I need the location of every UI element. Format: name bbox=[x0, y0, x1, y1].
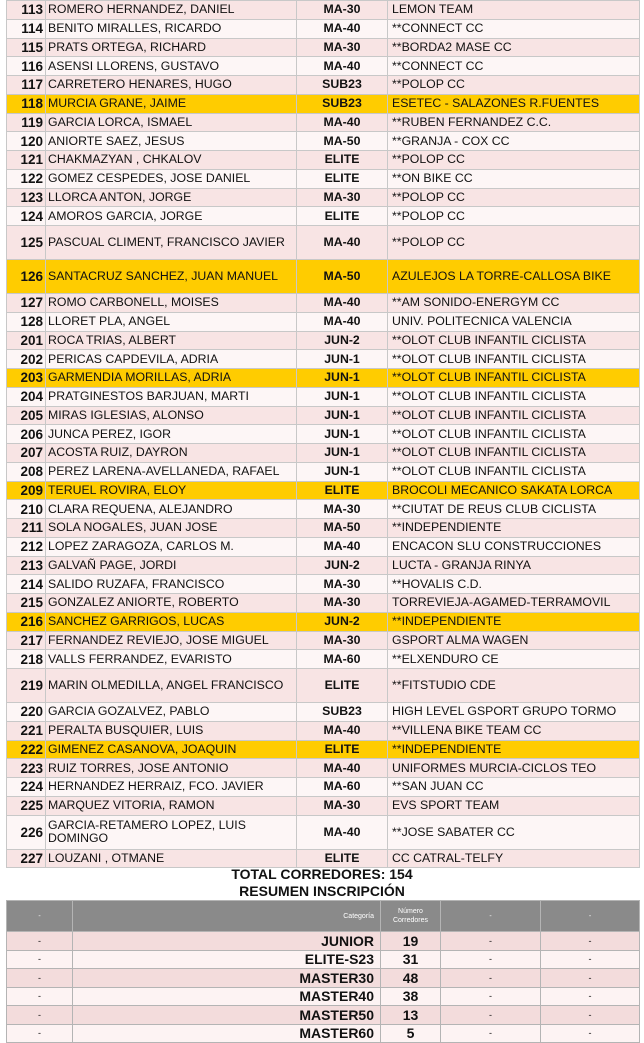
summary-row-dash-2: - bbox=[441, 950, 541, 969]
rider-name: RUIZ TORRES, JOSE ANTONIO bbox=[46, 759, 297, 778]
summary-count: 5 bbox=[381, 1024, 441, 1043]
rider-club: **GRANJA - COX CC bbox=[388, 132, 640, 151]
rider-name: MARIN OLMEDILLA, ANGEL FRANCISCO bbox=[46, 669, 297, 703]
summary-title: RESUMEN INSCRIPCIÓN bbox=[239, 883, 405, 899]
rider-category: SUB23 bbox=[297, 94, 388, 113]
rider-row bbox=[7, 594, 640, 613]
rider-category: ELITE bbox=[297, 207, 388, 226]
rider-row bbox=[7, 778, 640, 797]
rider-club: ENCACON SLU CONSTRUCCIONES bbox=[388, 537, 640, 556]
summary-category: MASTER30 bbox=[73, 969, 381, 988]
rider-name: SALIDO RUZAFA, FRANCISCO bbox=[46, 575, 297, 594]
rider-number: 215 bbox=[7, 594, 46, 613]
rider-number: 203 bbox=[7, 369, 46, 388]
rider-club: ESETEC - SALAZONES R.FUENTES bbox=[388, 94, 640, 113]
rider-row bbox=[7, 57, 640, 76]
rider-club: LEMON TEAM bbox=[388, 1, 640, 20]
rider-category: MA-60 bbox=[297, 778, 388, 797]
rider-name: FERNANDEZ REVIEJO, JOSE MIGUEL bbox=[46, 631, 297, 650]
rider-club: **INDEPENDIENTE bbox=[388, 612, 640, 631]
rider-name: CLARA REQUENA, ALEJANDRO bbox=[46, 500, 297, 519]
rider-number: 206 bbox=[7, 425, 46, 444]
summary-row-dash-3: - bbox=[541, 932, 640, 951]
rider-row bbox=[7, 169, 640, 188]
rider-category: MA-30 bbox=[297, 188, 388, 207]
rider-name: ROMERO HERNANDEZ, DANIEL bbox=[46, 1, 297, 20]
rider-club: **ON BIKE CC bbox=[388, 169, 640, 188]
summary-row bbox=[7, 1024, 640, 1043]
rider-number: 222 bbox=[7, 740, 46, 759]
rider-number: 213 bbox=[7, 556, 46, 575]
rider-club: UNIV. POLITECNICA VALENCIA bbox=[388, 312, 640, 331]
rider-club: **OLOT CLUB INFANTIL CICLISTA bbox=[388, 350, 640, 369]
rider-number: 218 bbox=[7, 650, 46, 669]
rider-name: ROMO CARBONELL, MOISES bbox=[46, 294, 297, 313]
summary-header-dash-2: - bbox=[441, 901, 541, 932]
rider-club: **POLOP CC bbox=[388, 207, 640, 226]
rider-club: **RUBEN FERNANDEZ C.C. bbox=[388, 113, 640, 132]
rider-number: 207 bbox=[7, 444, 46, 463]
rider-number: 116 bbox=[7, 57, 46, 76]
rider-name: GIMENEZ CASANOVA, JOAQUIN bbox=[46, 740, 297, 759]
summary-row-dash: - bbox=[7, 1006, 73, 1025]
rider-category: MA-40 bbox=[297, 19, 388, 38]
summary-row bbox=[7, 987, 640, 1006]
rider-number: 117 bbox=[7, 76, 46, 95]
rider-number: 220 bbox=[7, 703, 46, 722]
rider-club: **POLOP CC bbox=[388, 188, 640, 207]
rider-club: **CONNECT CC bbox=[388, 19, 640, 38]
rider-club: **BORDA2 MASE CC bbox=[388, 38, 640, 57]
riders-table bbox=[6, 0, 640, 868]
summary-table-body bbox=[7, 932, 640, 1043]
rider-name: AMOROS GARCIA, JORGE bbox=[46, 207, 297, 226]
rider-row bbox=[7, 94, 640, 113]
rider-number: 224 bbox=[7, 778, 46, 797]
rider-name: SOLA NOGALES, JUAN JOSE bbox=[46, 519, 297, 538]
rider-club: AZULEJOS LA TORRE-CALLOSA BIKE bbox=[388, 260, 640, 294]
rider-name: ROCA TRIAS, ALBERT bbox=[46, 331, 297, 350]
rider-number: 119 bbox=[7, 113, 46, 132]
rider-club: **OLOT CLUB INFANTIL CICLISTA bbox=[388, 406, 640, 425]
summary-header-count: Número Corredores bbox=[381, 901, 441, 932]
rider-category: ELITE bbox=[297, 151, 388, 170]
rider-name: PASCUAL CLIMENT, FRANCISCO JAVIER bbox=[46, 226, 297, 260]
rider-row bbox=[7, 575, 640, 594]
rider-category: MA-30 bbox=[297, 500, 388, 519]
rider-number: 123 bbox=[7, 188, 46, 207]
rider-name: MURCIA GRANE, JAIME bbox=[46, 94, 297, 113]
rider-club: **OLOT CLUB INFANTIL CICLISTA bbox=[388, 387, 640, 406]
rider-row bbox=[7, 406, 640, 425]
rider-row bbox=[7, 537, 640, 556]
rider-category: MA-40 bbox=[297, 113, 388, 132]
rider-name: CHAKMAZYAN , CHKALOV bbox=[46, 151, 297, 170]
rider-category: MA-30 bbox=[297, 594, 388, 613]
summary-row-dash: - bbox=[7, 950, 73, 969]
summary-row-dash-2: - bbox=[441, 1006, 541, 1025]
rider-category: MA-60 bbox=[297, 650, 388, 669]
rider-row bbox=[7, 387, 640, 406]
rider-club: CC CATRAL-TELFY bbox=[388, 849, 640, 868]
rider-number: 223 bbox=[7, 759, 46, 778]
rider-category: JUN-1 bbox=[297, 444, 388, 463]
rider-category: MA-30 bbox=[297, 575, 388, 594]
rider-number: 122 bbox=[7, 169, 46, 188]
summary-row-dash-2: - bbox=[441, 1024, 541, 1043]
rider-number: 214 bbox=[7, 575, 46, 594]
rider-category: MA-50 bbox=[297, 260, 388, 294]
rider-club: **INDEPENDIENTE bbox=[388, 519, 640, 538]
summary-count: 38 bbox=[381, 987, 441, 1006]
rider-number: 211 bbox=[7, 519, 46, 538]
rider-club: BROCOLI MECANICO SAKATA LORCA bbox=[388, 481, 640, 500]
rider-row bbox=[7, 369, 640, 388]
total-riders-label: TOTAL CORREDORES: 154 bbox=[231, 866, 413, 882]
rider-club: EVS SPORT TEAM bbox=[388, 796, 640, 815]
rider-row bbox=[7, 849, 640, 868]
rider-row bbox=[7, 38, 640, 57]
rider-category: SUB23 bbox=[297, 703, 388, 722]
rider-number: 128 bbox=[7, 312, 46, 331]
summary-category: JUNIOR bbox=[73, 932, 381, 951]
rider-name: ACOSTA RUIZ, DAYRON bbox=[46, 444, 297, 463]
rider-number: 126 bbox=[7, 260, 46, 294]
rider-name: PRATGINESTOS BARJUAN, MARTI bbox=[46, 387, 297, 406]
rider-category: MA-40 bbox=[297, 57, 388, 76]
rider-club: **INDEPENDIENTE bbox=[388, 740, 640, 759]
rider-category: MA-50 bbox=[297, 519, 388, 538]
rider-row bbox=[7, 556, 640, 575]
rider-club: LUCTA - GRANJA RINYA bbox=[388, 556, 640, 575]
rider-number: 118 bbox=[7, 94, 46, 113]
rider-row bbox=[7, 759, 640, 778]
rider-club: **HOVALIS C.D. bbox=[388, 575, 640, 594]
rider-number: 120 bbox=[7, 132, 46, 151]
rider-name: ASENSI LLORENS, GUSTAVO bbox=[46, 57, 297, 76]
rider-category: MA-40 bbox=[297, 759, 388, 778]
rider-row bbox=[7, 226, 640, 260]
rider-name: SANTACRUZ SANCHEZ, JUAN MANUEL bbox=[46, 260, 297, 294]
rider-number: 113 bbox=[7, 1, 46, 20]
rider-number: 212 bbox=[7, 537, 46, 556]
rider-row bbox=[7, 151, 640, 170]
rider-club: **CIUTAT DE REUS CLUB CICLISTA bbox=[388, 500, 640, 519]
summary-count: 19 bbox=[381, 932, 441, 951]
rider-name: LLORCA ANTON, JORGE bbox=[46, 188, 297, 207]
rider-number: 216 bbox=[7, 612, 46, 631]
rider-row bbox=[7, 650, 640, 669]
rider-number: 125 bbox=[7, 226, 46, 260]
rider-row bbox=[7, 425, 640, 444]
rider-row bbox=[7, 350, 640, 369]
summary-header-dash-3: - bbox=[541, 901, 640, 932]
rider-row bbox=[7, 331, 640, 350]
summary-header-category: Categoría bbox=[73, 901, 381, 932]
summary-row-dash: - bbox=[7, 969, 73, 988]
rider-category: JUN-1 bbox=[297, 462, 388, 481]
rider-row bbox=[7, 312, 640, 331]
rider-number: 208 bbox=[7, 462, 46, 481]
rider-category: MA-30 bbox=[297, 631, 388, 650]
rider-name: PEREZ LARENA-AVELLANEDA, RAFAEL bbox=[46, 462, 297, 481]
rider-category: MA-30 bbox=[297, 796, 388, 815]
rider-row bbox=[7, 260, 640, 294]
rider-number: 205 bbox=[7, 406, 46, 425]
rider-row bbox=[7, 481, 640, 500]
summary-header-row bbox=[7, 901, 640, 932]
rider-number: 127 bbox=[7, 294, 46, 313]
rider-number: 202 bbox=[7, 350, 46, 369]
rider-number: 209 bbox=[7, 481, 46, 500]
rider-club: GSPORT ALMA WAGEN bbox=[388, 631, 640, 650]
rider-number: 115 bbox=[7, 38, 46, 57]
rider-name: GOMEZ CESPEDES, JOSE DANIEL bbox=[46, 169, 297, 188]
rider-category: MA-40 bbox=[297, 721, 388, 740]
rider-category: JUN-1 bbox=[297, 425, 388, 444]
rider-club: **OLOT CLUB INFANTIL CICLISTA bbox=[388, 444, 640, 463]
summary-row-dash: - bbox=[7, 1024, 73, 1043]
summary-row bbox=[7, 950, 640, 969]
rider-number: 201 bbox=[7, 331, 46, 350]
rider-name: JUNCA PEREZ, IGOR bbox=[46, 425, 297, 444]
summary-row-dash-2: - bbox=[441, 932, 541, 951]
rider-club: **JOSE SABATER CC bbox=[388, 815, 640, 849]
rider-category: MA-40 bbox=[297, 226, 388, 260]
rider-category: MA-50 bbox=[297, 132, 388, 151]
rider-name: HERNANDEZ HERRAIZ, FCO. JAVIER bbox=[46, 778, 297, 797]
summary-row-dash-3: - bbox=[541, 1024, 640, 1043]
rider-name: CARRETERO HENARES, HUGO bbox=[46, 76, 297, 95]
rider-name: PRATS ORTEGA, RICHARD bbox=[46, 38, 297, 57]
rider-club: **OLOT CLUB INFANTIL CICLISTA bbox=[388, 425, 640, 444]
rider-club: UNIFORMES MURCIA-CICLOS TEO bbox=[388, 759, 640, 778]
rider-category: JUN-1 bbox=[297, 350, 388, 369]
rider-number: 227 bbox=[7, 849, 46, 868]
rider-row bbox=[7, 132, 640, 151]
rider-number: 225 bbox=[7, 796, 46, 815]
rider-category: ELITE bbox=[297, 669, 388, 703]
rider-number: 124 bbox=[7, 207, 46, 226]
rider-category: JUN-2 bbox=[297, 612, 388, 631]
rider-category: MA-30 bbox=[297, 38, 388, 57]
rider-row bbox=[7, 519, 640, 538]
rider-name: PERALTA BUSQUIER, LUIS bbox=[46, 721, 297, 740]
summary-row bbox=[7, 969, 640, 988]
rider-club: TORREVIEJA-AGAMED-TERRAMOVIL bbox=[388, 594, 640, 613]
rider-number: 121 bbox=[7, 151, 46, 170]
summary-row-dash-3: - bbox=[541, 987, 640, 1006]
rider-category: MA-40 bbox=[297, 815, 388, 849]
rider-row bbox=[7, 612, 640, 631]
rider-category: ELITE bbox=[297, 169, 388, 188]
rider-row bbox=[7, 188, 640, 207]
rider-club: **AM SONIDO-ENERGYM CC bbox=[388, 294, 640, 313]
rider-row bbox=[7, 796, 640, 815]
summary-category: MASTER50 bbox=[73, 1006, 381, 1025]
summary-header-dash: - bbox=[7, 901, 73, 932]
summary-count: 48 bbox=[381, 969, 441, 988]
rider-row bbox=[7, 1, 640, 20]
rider-category: MA-40 bbox=[297, 294, 388, 313]
rider-name: MIRAS IGLESIAS, ALONSO bbox=[46, 406, 297, 425]
summary-category: MASTER60 bbox=[73, 1024, 381, 1043]
rider-name: GONZALEZ ANIORTE, ROBERTO bbox=[46, 594, 297, 613]
rider-club: **POLOP CC bbox=[388, 76, 640, 95]
summary-row bbox=[7, 1006, 640, 1025]
summary-count: 13 bbox=[381, 1006, 441, 1025]
rider-club: **SAN JUAN CC bbox=[388, 778, 640, 797]
rider-name: ANIORTE SAEZ, JESUS bbox=[46, 132, 297, 151]
rider-name: GARMENDIA MORILLAS, ADRIA bbox=[46, 369, 297, 388]
rider-name: SANCHEZ GARRIGOS, LUCAS bbox=[46, 612, 297, 631]
rider-name: MARQUEZ VITORIA, RAMON bbox=[46, 796, 297, 815]
rider-category: MA-30 bbox=[297, 1, 388, 20]
summary-row-dash: - bbox=[7, 932, 73, 951]
rider-club: **OLOT CLUB INFANTIL CICLISTA bbox=[388, 462, 640, 481]
rider-row bbox=[7, 76, 640, 95]
rider-club: **OLOT CLUB INFANTIL CICLISTA bbox=[388, 331, 640, 350]
rider-name: LOUZANI , OTMANE bbox=[46, 849, 297, 868]
rider-category: JUN-1 bbox=[297, 387, 388, 406]
rider-row bbox=[7, 669, 640, 703]
rider-name: GALVAÑ PAGE, JORDI bbox=[46, 556, 297, 575]
rider-club: **POLOP CC bbox=[388, 151, 640, 170]
summary-row-dash-3: - bbox=[541, 950, 640, 969]
rider-row bbox=[7, 703, 640, 722]
rider-number: 219 bbox=[7, 669, 46, 703]
summary-row-dash-2: - bbox=[441, 969, 541, 988]
rider-category: MA-40 bbox=[297, 537, 388, 556]
rider-club: **ELXENDURO CE bbox=[388, 650, 640, 669]
rider-row bbox=[7, 207, 640, 226]
rider-row bbox=[7, 500, 640, 519]
rider-name: GARCIA GOZALVEZ, PABLO bbox=[46, 703, 297, 722]
rider-name: LLORET PLA, ANGEL bbox=[46, 312, 297, 331]
rider-number: 221 bbox=[7, 721, 46, 740]
rider-row bbox=[7, 631, 640, 650]
rider-category: JUN-2 bbox=[297, 556, 388, 575]
rider-category: SUB23 bbox=[297, 76, 388, 95]
riders-table-body bbox=[7, 1, 640, 868]
summary-count: 31 bbox=[381, 950, 441, 969]
rider-number: 226 bbox=[7, 815, 46, 849]
rider-row bbox=[7, 462, 640, 481]
rider-name: LOPEZ ZARAGOZA, CARLOS M. bbox=[46, 537, 297, 556]
summary-row-dash: - bbox=[7, 987, 73, 1006]
summary-row-dash-3: - bbox=[541, 1006, 640, 1025]
rider-club: **POLOP CC bbox=[388, 226, 640, 260]
rider-name: VALLS FERRANDEZ, EVARISTO bbox=[46, 650, 297, 669]
rider-row bbox=[7, 740, 640, 759]
rider-name: BENITO MIRALLES, RICARDO bbox=[46, 19, 297, 38]
summary-table bbox=[6, 900, 640, 1043]
rider-club: **VILLENA BIKE TEAM CC bbox=[388, 721, 640, 740]
summary-row-dash-2: - bbox=[441, 987, 541, 1006]
rider-club: **CONNECT CC bbox=[388, 57, 640, 76]
rider-category: JUN-1 bbox=[297, 369, 388, 388]
rider-row bbox=[7, 815, 640, 849]
summary-row-dash-3: - bbox=[541, 969, 640, 988]
rider-category: ELITE bbox=[297, 481, 388, 500]
summary-row bbox=[7, 932, 640, 951]
rider-club: **FITSTUDIO CDE bbox=[388, 669, 640, 703]
rider-category: ELITE bbox=[297, 849, 388, 868]
rider-name: PERICAS CAPDEVILA, ADRIA bbox=[46, 350, 297, 369]
rider-club: HIGH LEVEL GSPORT GRUPO TORMO bbox=[388, 703, 640, 722]
rider-number: 204 bbox=[7, 387, 46, 406]
rider-category: JUN-2 bbox=[297, 331, 388, 350]
rider-category: JUN-1 bbox=[297, 406, 388, 425]
rider-club: **OLOT CLUB INFANTIL CICLISTA bbox=[388, 369, 640, 388]
rider-row bbox=[7, 721, 640, 740]
rider-name: TERUEL ROVIRA, ELOY bbox=[46, 481, 297, 500]
rider-name: GARCIA LORCA, ISMAEL bbox=[46, 113, 297, 132]
summary-category: ELITE-S23 bbox=[73, 950, 381, 969]
rider-row bbox=[7, 113, 640, 132]
rider-row bbox=[7, 294, 640, 313]
summary-category: MASTER40 bbox=[73, 987, 381, 1006]
rider-number: 217 bbox=[7, 631, 46, 650]
rider-number: 114 bbox=[7, 19, 46, 38]
rider-category: MA-40 bbox=[297, 312, 388, 331]
rider-row bbox=[7, 19, 640, 38]
rider-row bbox=[7, 444, 640, 463]
rider-category: ELITE bbox=[297, 740, 388, 759]
rider-number: 210 bbox=[7, 500, 46, 519]
rider-name: GARCIA-RETAMERO LOPEZ, LUIS DOMINGO bbox=[46, 815, 297, 849]
